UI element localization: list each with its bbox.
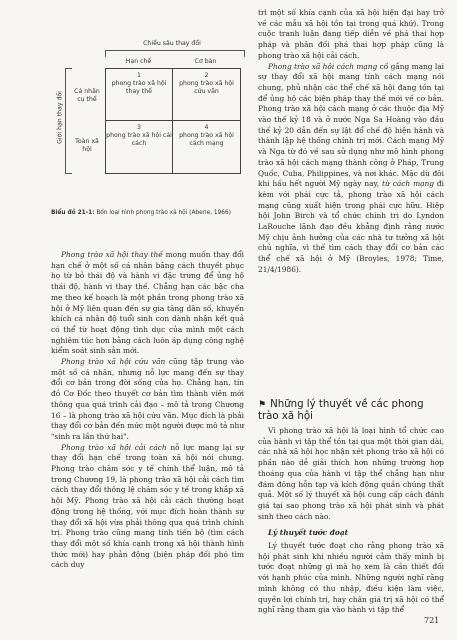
cell-number: 3	[137, 124, 141, 131]
diagram-row-header-1: Cá nhân cụ thể	[74, 88, 100, 103]
caption-label: Biểu đồ 21-1:	[51, 210, 95, 216]
section-heading	[258, 399, 444, 423]
paragraph-reform	[51, 443, 244, 571]
diagram-side-label-wrap	[53, 66, 65, 176]
section-heading-text: Những lý thuyết về các phong trào xã hội	[258, 399, 424, 422]
paragraph-text: đi kèm với phái cực tả, phong trào xã hội cách mạng cũng xuất hiện trong phái cực hữu. Hiệp hội John Birch và tổ chức chính trị do Lyndon LaRouche lãnh đạo đều khẳng định rằng nước Mỹ chịu ảnh hưởng của các nhà tư tưởng xã hội chủ nghĩa, vì thế tìm cách thay đổi cơ bản các thể chế xã hội ở Mỹ (Broyles, 1978; Time, 21/4/1986).	[258, 179, 445, 274]
term-reform: Phong trào xã hội cải cách	[61, 442, 167, 452]
cell-text: phong trào xã hội cách mạng	[179, 132, 234, 147]
paragraph-text: cố gắng mang lại sự thay đổi xã hội mang tính cách mạng nói chung, phủ nhận các thể chế xã hội đang tồn tại để ủng hộ các biện pháp thay thế mới về cơ bản. Phong trào xã hội cách mạng ở các thuộc địa Mỹ vào thế kỷ 18 và ở nước Nga Sa Hoàng vào đầu thế kỷ 20 dẫn đến sự lật đổ chế độ hiện hành và thành lập hệ thống chính trị mới. Cách mạng Mỹ và Nga từ đó về sau sử dụng như mô hình phong trào xã hội cách mạng thành công ở Pháp, Trung Quốc, Cuba, Philippines, và nơi khác. Mặc dù đôi khi hấu hết người Mỹ ngày nay,	[258, 61, 445, 189]
paragraph-deprivation: Lý thuyết tước đoạt cho rằng phong trào xã hội phát sinh khi nhiều người cảm thấy mình bị tước đoạt những gì mà họ xem là cần thiết đối với hạnh phúc của mình. Những người nghĩ rằng mình không có thu nhập, điều kiện làm việc, quyền lợi chính trị, hay chân giá trị xã hội có thể nghĩ rằng tham gia vào hành vi tập thể	[258, 541, 444, 615]
social-movement-diagram	[51, 38, 244, 204]
cell-text: phong trào xã hội cứu vãn	[179, 80, 234, 95]
right-column-bottom	[258, 426, 444, 616]
cell-number: 1	[137, 72, 141, 79]
right-column-top	[258, 8, 444, 276]
paragraph-replacement	[51, 250, 244, 357]
paragraph-continued: trì một số khía cạnh của xã hội hiện đại hay trở về các mẫu xã hội tồn tại trong quá khứ). Trong cuộc tranh luận đang tiếp diễn về phá thai hợp pháp và phân đối phá thai hợp pháp cũng là phong trào xã hội cải cách.	[258, 8, 444, 60]
cell-number: 2	[204, 72, 209, 79]
diagram-row-header-2: Toàn xã hội	[75, 138, 99, 153]
diagram-cell-2	[173, 69, 240, 121]
diagram-left-bracket	[65, 68, 72, 174]
paragraph-text: nỗ lực mang lại sự thay đổi hạn chế trong toàn xã hội nói chung. Phong trào chăm sóc y tế chính thể luận, mô tả trong Chương 19, là phong trào xã hội cải cách tìm cách thay đổi thông lệ chăm sóc y tế trong khắp xã hội Mỹ. Phong trào xã hội cải cách thường hoạt động trong hệ thống, với mục đích hoàn thành sự thay đổi xã hội vừa phải thông qua quá trình chính trị. Phong trào cũng mang tính tiến bộ (tìm cách thay đổi một số khía cạnh trong xã hội thành hình thức mới) hay phản động (biện pháp đối phó tìm cách duy	[51, 442, 244, 570]
paragraph-text: mong muốn thay đổi hạn chế ở một số cá nhân bằng cách thuyết phục họ từ bỏ thái độ và hành vi đặc trưng để ủng hộ thái độ, hành vi thay thế. Chẳng hạn các bậc cha mẹ theo kế hoạch là một phần trong phong trào xã hội ở Mỹ liên quan đến sự gia tăng dân số, khuyến khích cá nhân độ tuổi sinh con dành nhận kết quả có thể từ hoạt động tình dục của mình một cách nghiêm túc hơn bằng cách luôn áp dụng công nghệ kiểm soát sinh sản mới.	[51, 250, 244, 356]
diagram-cell-1	[106, 69, 173, 121]
cell-text: phong trào xã hội cải cách	[106, 132, 172, 147]
diagram-cell-3	[106, 121, 173, 173]
term-replacement: Phong trào xã hội thay thế	[61, 250, 163, 259]
section-bullet-icon: ⚑	[258, 400, 267, 410]
diagram-col-header-1: Hạn chế	[125, 58, 152, 65]
page-number: 721	[424, 616, 440, 625]
paragraph-revolutionary	[258, 62, 444, 276]
diagram-cell-4	[173, 121, 240, 173]
cell-text: phong trào xã hội thay thế	[111, 80, 167, 95]
term-revolution: từ cách mạng	[382, 179, 434, 189]
left-column	[51, 250, 244, 571]
paragraph-redemptive	[51, 357, 244, 443]
cell-number: 4	[204, 124, 209, 131]
diagram-grid	[105, 68, 241, 174]
caption-text: Bốn loại hình phong trào xã hội (Aberle, 1966)	[96, 210, 231, 216]
diagram-side-label: Giới hạn thay đổi	[56, 91, 64, 144]
subheading-deprivation: Lý thuyết tước đoạt	[268, 528, 349, 538]
figure-caption	[51, 210, 247, 216]
diagram-col-header-2: Cơ bản	[194, 58, 217, 65]
paragraph-theories-intro: Vì phong trào xã hội là loại hình tổ chức cao của hành vi tập thể tồn tại qua một thời gian dài, các nhà xã hội học nhận xét phong trào xã hội có phần nào dễ giải thích hơn những trường hợp thoáng qua của hành vi tập thể chẳng hạn như đám đông hỗn tạp và kích động quần chúng thất quả. Một số lý thuyết xã hội cung cấp cách đánh giá tại sao phong trào xã hội phát sinh và phát sinh theo cách nào.	[258, 426, 444, 521]
diagram-top-bracket	[105, 50, 245, 57]
diagram-top-label: Chiều sâu thay đổi	[143, 40, 201, 47]
term-redemptive: Phong trào xã hội cứu vãn	[61, 357, 166, 367]
term-revolutionary: Phong trào xã hội cách mạng	[268, 61, 378, 71]
paragraph-text: cũng tập trung vào một số cá nhân, nhưng nỗ lực mang đến sự thay đổi cơ bản trong đời sống của họ. Chẳng hạn, tín đồ Cơ Đốc theo thuyết cơ bản tìm thành viên mới thông qua quá trình cải đạo – mô tả trong Chương 16 – là phong trào xã hội cứu vãn. Mục đích là phải thay đổi cơ bản đến mức một người được mô tả như "sinh ra lần thứ hai".	[51, 357, 244, 441]
